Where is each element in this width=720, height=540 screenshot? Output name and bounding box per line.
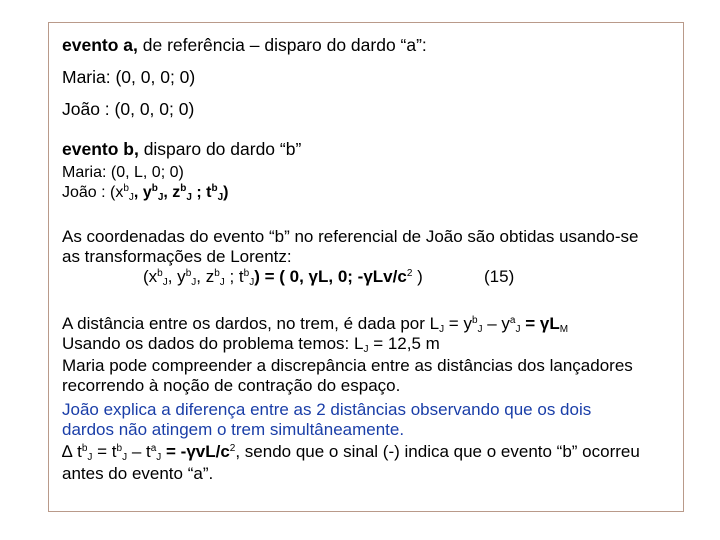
event-b-heading: evento b, disparo do dardo “b” [62,139,302,159]
slide-content [48,22,684,512]
coords-line-2: as transformações de Lorentz: [62,247,292,266]
lorentz-equation: ($x^b_J$, $y^b_J$, $z^b_J$ ; $t^b_J$) = ( 0, γL, 0; $-\gamma Lv/c^2$ ) [143,267,423,288]
maria-event-b: Maria: (0, L, 0; 0) [62,164,184,181]
joao-event-b: João : ($x^b_J$, $y^b_J$, $z^b_J$ ; $t^b_J$) [62,183,229,203]
maria-explanation-2: recorrendo à noção de contração do espaço. [62,376,401,395]
joao-explanation-1: João explica a diferença entre as 2 distâncias observando que os dois [62,400,592,419]
delta-t-line: ∆ $t^b_J = t^b_J - t^a_J = -\gamma vL/c^2$, sendo que o sinal (-) indica que o evento “b” ocorreu [62,442,640,463]
distance-line: A distância entre os dardos, no trem, é dada por $L_J = y^b_J - y^a_J = \gamma L_M$ [62,314,569,335]
maria-explanation-1: Maria pode compreender a discrepância entre as distâncias dos lançadores [62,356,633,375]
given-data-line: Usando os dados do problema temos: $L_J = 12,5$ m [62,334,440,355]
joao-event-a: João : (0, 0, 0; 0) [62,99,195,119]
joao-explanation-2: dardos não atingem o trem simultâneamente. [62,420,405,439]
coords-line-1: As coordenadas do evento “b” no referencial de João são obtidas usando-se [62,227,639,246]
maria-event-a: Maria: (0, 0, 0; 0) [62,67,196,87]
equation-number: (15) [484,267,515,286]
event-a-heading: evento a, de referência – disparo do dardo “a”: [62,35,427,55]
final-line: antes do evento “a”. [62,464,214,483]
